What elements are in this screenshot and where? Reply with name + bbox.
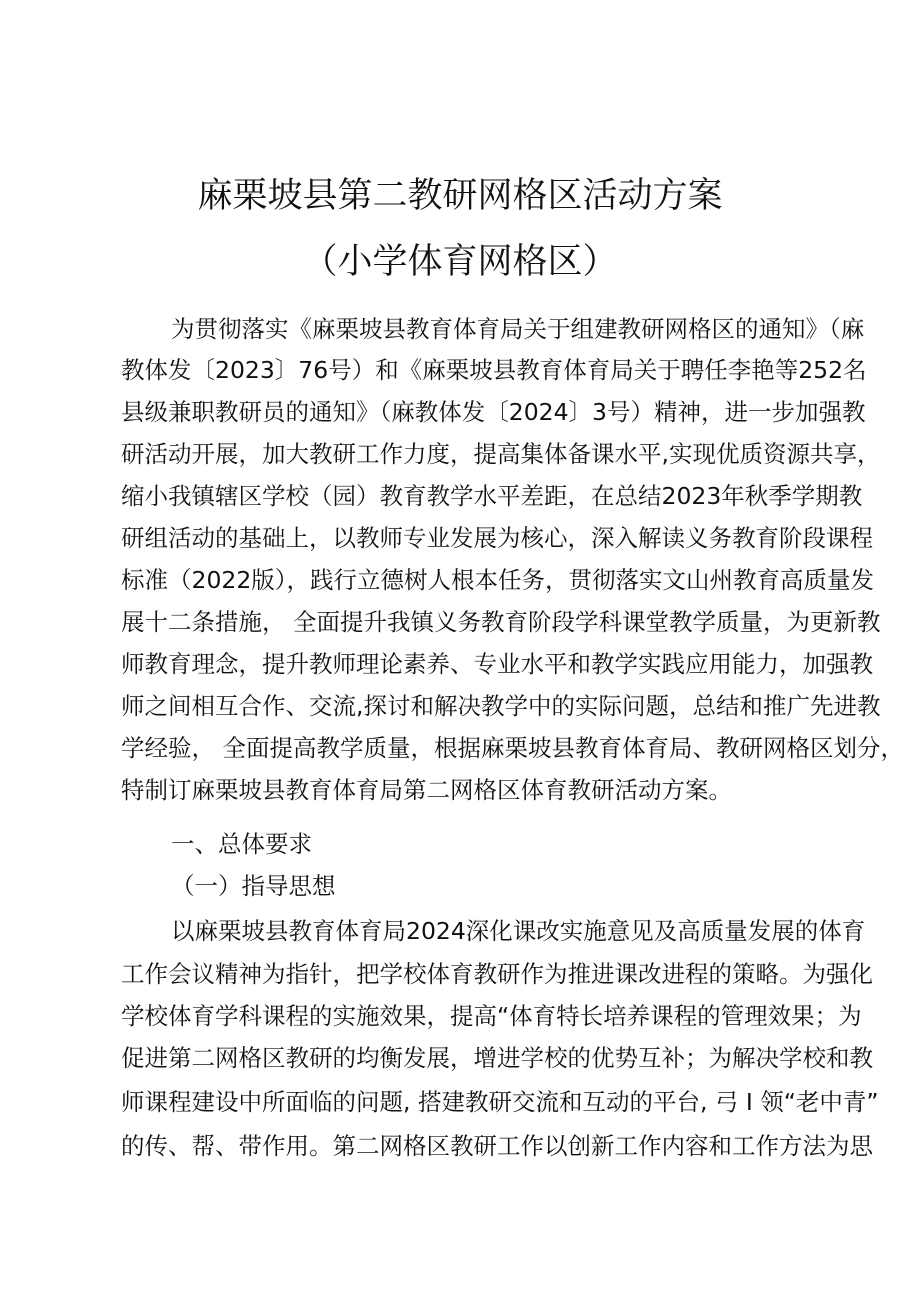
- intro-line: 研组活动的基础上，以教师专业发展为核心，深入解读义务教育阶段课程: [121, 524, 873, 552]
- document-subtitle: （小学体育网格区）: [302, 242, 618, 282]
- intro-line: 学经验， 全面提高教学质量，根据麻栗坡县教育体育局、教研网格区划分，: [121, 734, 904, 762]
- intro-line: 研活动开展，加大教研工作力度，提高集体备课水平,实现优质资源共享，: [121, 440, 881, 468]
- guiding-line: 学校体育学科课程的实施效果，提高“体育特长培养课程的管理效果；为: [121, 1002, 862, 1030]
- document-title: 麻栗坡县第二教研网格区活动方案: [197, 176, 723, 216]
- intro-line: 县级兼职教研员的通知》（麻教体发〔2024〕3号）精神，进一步加强教: [121, 398, 866, 426]
- intro-line: 标准（2022版），践行立德树人根本任务，贯彻落实文山州教育高质量发: [121, 566, 875, 594]
- guiding-line: 促进第二网格区教研的均衡发展，增进学校的优势互补；为解决学校和教: [121, 1044, 873, 1072]
- guiding-line: 的传、帮、带作用。第二网格区教研工作以创新工作内容和工作方法为思: [121, 1132, 873, 1160]
- intro-line: 为贯彻落实《麻栗坡县教育体育局关于组建教研网格区的通知》（麻: [171, 315, 865, 343]
- intro-line: 师之间相互合作、交流,探讨和解决教学中的实际问题，总结和推广先进教: [121, 692, 881, 720]
- intro-line: 师教育理念，提升教师理论素养、专业水平和教学实践应用能力，加强教: [121, 650, 873, 678]
- section-heading: 一、总体要求: [171, 830, 312, 858]
- guiding-line: 师课程建设中所面临的问题, 搭建教研交流和互动的平台, 弓 I 领“老中青”: [121, 1088, 879, 1116]
- subsection-heading: （一）指导思想: [171, 872, 336, 900]
- intro-line: 教体发〔2023〕76号）和《麻栗坡县教育体育局关于聘任李艳等252名: [121, 356, 867, 384]
- intro-line: 缩小我镇辖区学校（园）教育教学水平差距，在总结2023年秋季学期教: [121, 482, 863, 510]
- intro-line: 特制订麻栗坡县教育体育局第二网格区体育教研活动方案。: [121, 776, 732, 804]
- guiding-line: 以麻栗坡县教育体育局2024深化课改实施意见及高质量发展的体育: [171, 917, 866, 945]
- guiding-line: 工作会议精神为指针，把学校体育教研作为推进课改进程的策略。为强化: [121, 960, 873, 988]
- intro-line: 展十二条措施， 全面提升我镇义务教育阶段学科课堂教学质量，为更新教: [121, 608, 881, 636]
